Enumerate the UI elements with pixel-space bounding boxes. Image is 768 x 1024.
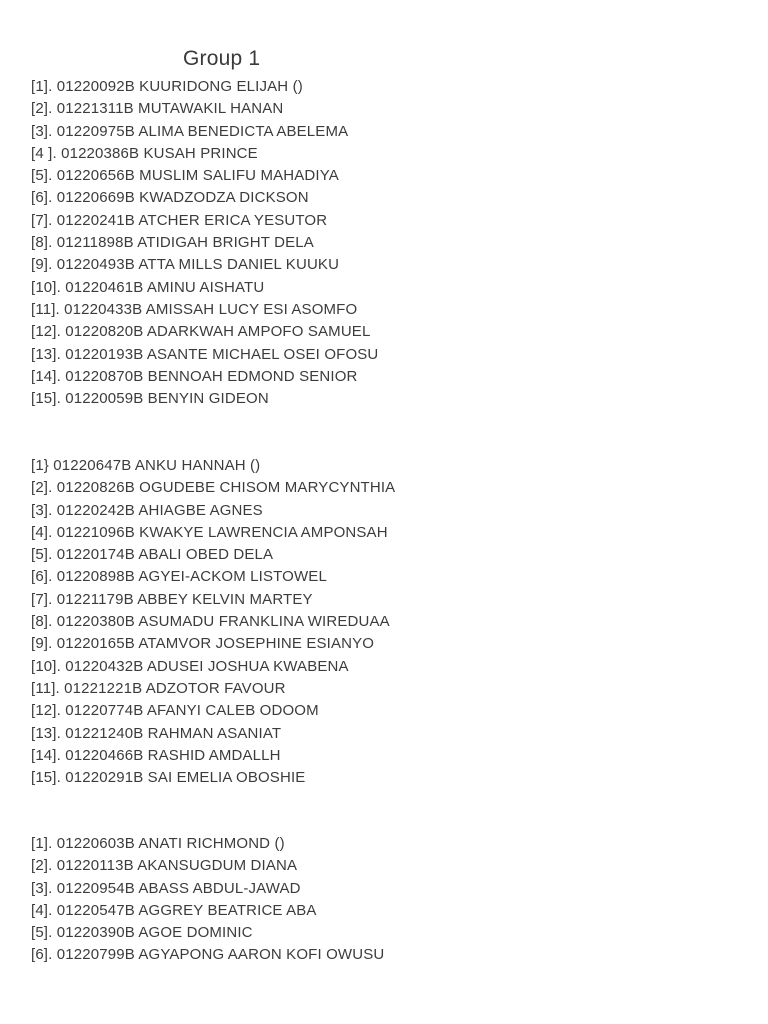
list-entry: [4]. 01221096B KWAKYE LAWRENCIA AMPONSAH: [31, 523, 388, 541]
list-entry: [13]. 01220193B ASANTE MICHAEL OSEI OFOSU: [31, 345, 379, 363]
list-entry: [6]. 01220898B AGYEI-ACKOM LISTOWEL: [31, 568, 327, 586]
document-title: Group 1: [183, 47, 261, 70]
list-entry: [4 ]. 01220386B KUSAH PRINCE: [31, 144, 258, 162]
name-list-2: [31, 455, 395, 789]
list-entry: [10]. 01220432B ADUSEI JOSHUA KWABENA: [31, 657, 349, 675]
list-entry: [3]. 01220954B ABASS ABDUL-JAWAD: [31, 879, 301, 897]
list-entry: [1} 01220647B ANKU HANNAH (): [31, 457, 261, 474]
list-entry: [9]. 01220165B ATAMVOR JOSEPHINE ESIANYO: [31, 635, 375, 653]
list-entry: [2]. 01221311B MUTAWAKIL HANAN: [31, 100, 284, 118]
list-entry: [7]. 01221179B ABBEY KELVIN MARTEY: [31, 590, 313, 608]
list-entry: [3]. 01220975B ALIMA BENEDICTA ABELEMA: [31, 122, 349, 140]
list-entry: [12]. 01220774B AFANYI CALEB ODOOM: [31, 702, 319, 720]
list-entry: [6]. 01220669B KWADZODZA DICKSON: [31, 189, 309, 207]
list-entry: [1]. 01220092B KUURIDONG ELIJAH (): [31, 78, 303, 95]
list-entry: [6]. 01220799B AGYAPONG AARON KOFI OWUSU: [31, 946, 385, 964]
list-entry: [8]. 01220380B ASUMADU FRANKLINA WIREDUAA: [31, 613, 390, 631]
list-entry: [5]. 01220174B ABALI OBED DELA: [31, 546, 274, 564]
list-entry: [11]. 01221221B ADZOTOR FAVOUR: [31, 679, 286, 697]
list-entry: [2]. 01220113B AKANSUGDUM DIANA: [31, 857, 298, 875]
list-entry: [4]. 01220547B AGGREY BEATRICE ABA: [31, 901, 317, 919]
list-entry: [14]. 01220466B RASHID AMDALLH: [31, 746, 281, 764]
list-entry: [5]. 01220656B MUSLIM SALIFU MAHADIYA: [31, 167, 339, 185]
list-entry: [2]. 01220826B OGUDEBE CHISOM MARYCYNTHIA: [31, 479, 396, 497]
list-entry: [14]. 01220870B BENNOAH EDMOND SENIOR: [31, 367, 358, 385]
list-entry: [1]. 01220603B ANATI RICHMOND (): [31, 835, 285, 852]
list-entry: [3]. 01220242B AHIAGBE AGNES: [31, 501, 263, 519]
list-entry: [11]. 01220433B AMISSAH LUCY ESI ASOMFO: [31, 300, 358, 318]
name-list-3: [31, 833, 384, 967]
list-entry: [12]. 01220820B ADARKWAH AMPOFO SAMUEL: [31, 323, 371, 341]
list-entry: [9]. 01220493B ATTA MILLS DANIEL KUUKU: [31, 256, 340, 274]
name-list-1: [31, 76, 378, 410]
list-entry: [7]. 01220241B ATCHER ERICA YESUTOR: [31, 211, 328, 229]
list-entry: [8]. 01211898B ATIDIGAH BRIGHT DELA: [31, 234, 314, 252]
list-entry: [10]. 01220461B AMINU AISHATU: [31, 278, 265, 296]
list-entry: [5]. 01220390B AGOE DOMINIC: [31, 924, 253, 942]
list-entry: [15]. 01220059B BENYIN GIDEON: [31, 390, 269, 408]
list-entry: [13]. 01221240B RAHMAN ASANIAT: [31, 724, 282, 742]
list-entry: [15]. 01220291B SAI EMELIA OBOSHIE: [31, 769, 306, 787]
